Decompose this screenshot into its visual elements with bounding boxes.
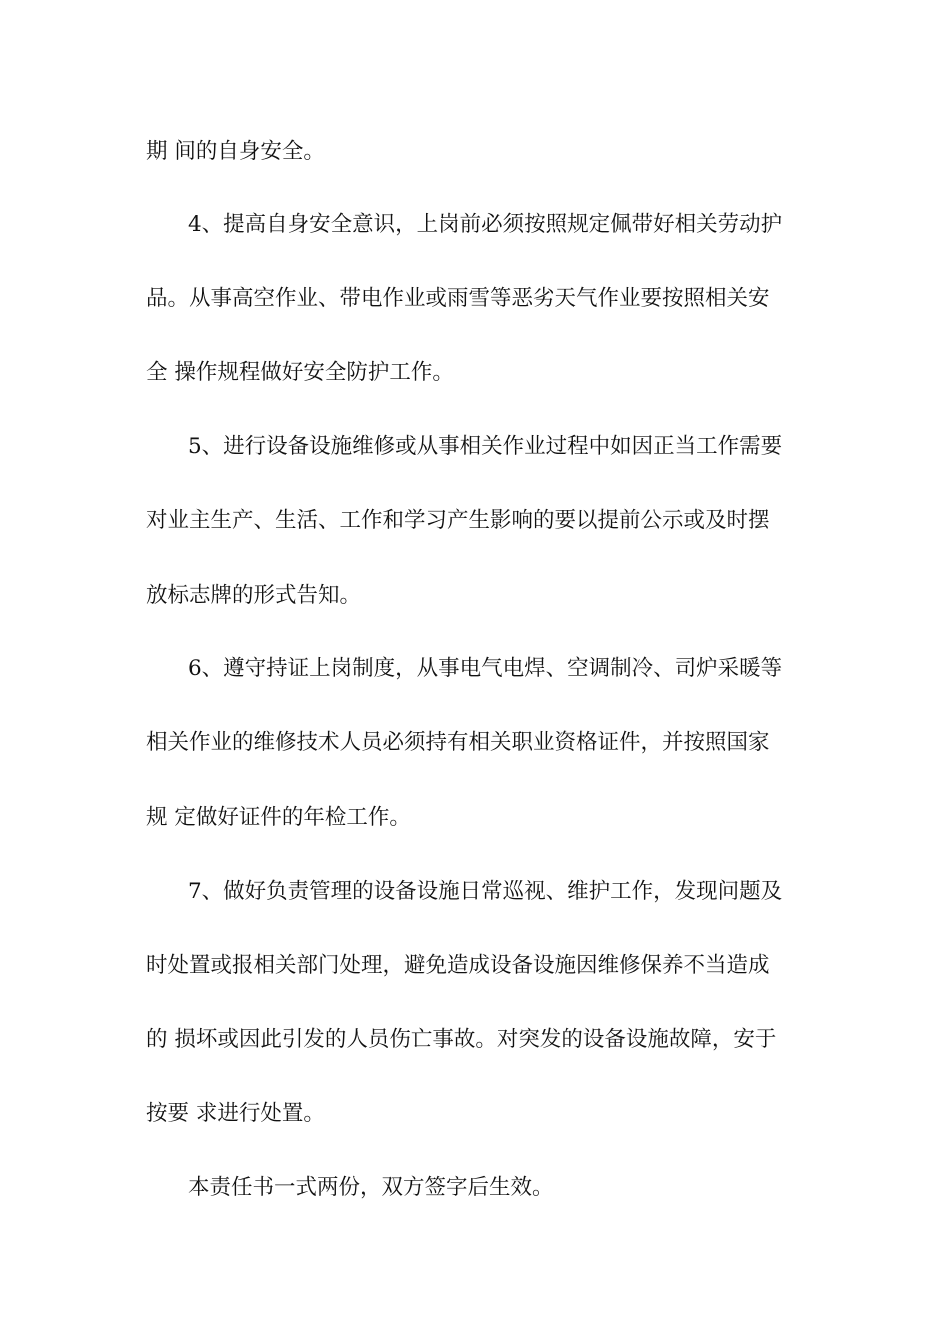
text-line: 5、进行设备设施维修或从事相关作业过程中如因正当工作需要 xyxy=(188,434,783,459)
text-line: 7、做好负责管理的设备设施日常巡视、维护工作，发现问题及 xyxy=(188,879,783,904)
text-line: 6、遵守持证上岗制度，从事电气电焊、空调制冷、司炉采暖等 xyxy=(188,656,783,681)
text-line: 本责任书一式两份，双方签字后生效。 xyxy=(188,1175,554,1200)
text-line: 按要 求进行处置。 xyxy=(146,1101,325,1126)
text-line: 的 损坏或因此引发的人员伤亡事故。对突发的设备设施故障，安于 xyxy=(146,1027,777,1052)
text-line: 期 间的自身安全。 xyxy=(146,139,325,164)
text-line: 相关作业的维修技术人员必须持有相关职业资格证件，并按照国家 xyxy=(146,730,770,755)
text-line: 放标志牌的形式告知。 xyxy=(146,583,362,608)
text-line: 时处置或报相关部门处理，避免造成设备设施因维修保养不当造成 xyxy=(146,953,770,978)
text-line: 品。从事高空作业、带电作业或雨雪等恶劣天气作业要按照相关安 xyxy=(146,286,770,311)
text-line: 全 操作规程做好安全防护工作。 xyxy=(146,360,454,385)
text-line: 规 定做好证件的年检工作。 xyxy=(146,805,411,830)
text-line: 4、提高自身安全意识，上岗前必须按照规定佩带好相关劳动护 xyxy=(188,212,783,237)
text-line: 对业主生产、生活、工作和学习产生影响的要以提前公示或及时摆 xyxy=(146,508,770,533)
